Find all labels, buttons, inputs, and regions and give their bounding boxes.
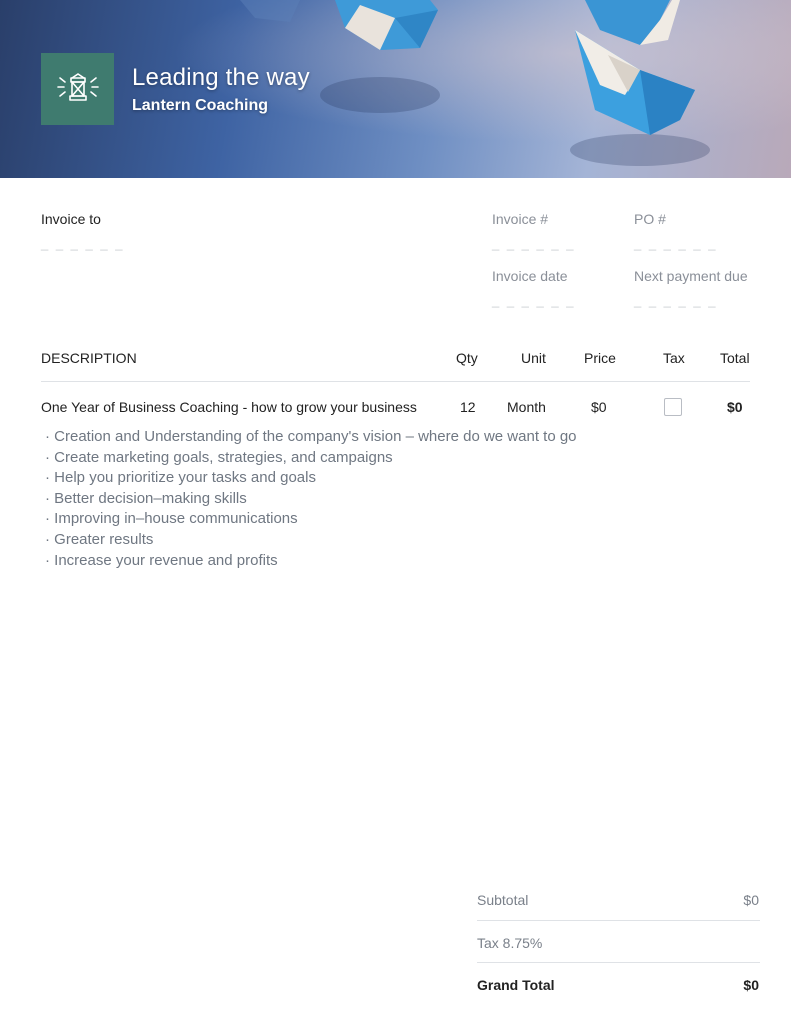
- item-unit[interactable]: Month: [507, 399, 546, 415]
- paper-boats-background: [0, 0, 791, 178]
- company-name: Lantern Coaching: [132, 97, 269, 114]
- logo: [41, 53, 114, 125]
- item-total: $0: [727, 399, 743, 415]
- tax-rate-label[interactable]: Tax 8.75%: [477, 935, 543, 951]
- table-header-divider: [41, 381, 750, 382]
- invoice-number-field[interactable]: _ _ _ _ _ _: [492, 236, 576, 251]
- subtotal-divider: [477, 920, 760, 921]
- item-description[interactable]: One Year of Business Coaching - how to grow your business: [41, 399, 417, 415]
- list-item: · Greater results: [45, 530, 577, 551]
- list-item: · Create marketing goals, strategies, and campaigns: [45, 448, 577, 469]
- lighthouse-icon: [55, 72, 101, 106]
- list-item: · Improving in–house communications: [45, 509, 577, 530]
- column-header-qty: Qty: [456, 350, 478, 366]
- next-payment-due-field[interactable]: _ _ _ _ _ _: [634, 293, 718, 308]
- item-qty[interactable]: 12: [460, 399, 476, 415]
- column-header-price: Price: [584, 350, 616, 366]
- column-header-unit: Unit: [521, 350, 546, 366]
- subtotal-value: $0: [743, 892, 759, 908]
- column-header-tax: Tax: [663, 350, 685, 366]
- invoice-date-field[interactable]: _ _ _ _ _ _: [492, 293, 576, 308]
- grand-total-label: Grand Total: [477, 977, 555, 993]
- header-banner: [0, 0, 791, 178]
- invoice-to-label: Invoice to: [41, 211, 101, 227]
- item-details-list[interactable]: [45, 427, 577, 571]
- po-number-label: PO #: [634, 211, 666, 227]
- list-item: · Creation and Understanding of the company's vision – where do we want to go: [45, 427, 577, 448]
- tax-divider: [477, 962, 760, 963]
- invoice-date-label: Invoice date: [492, 268, 568, 284]
- list-item: · Increase your revenue and profits: [45, 551, 577, 572]
- company-tagline: Leading the way: [132, 64, 310, 91]
- item-price[interactable]: $0: [591, 399, 607, 415]
- subtotal-label: Subtotal: [477, 892, 529, 908]
- next-payment-due-label: Next payment due: [634, 268, 748, 284]
- list-item: · Better decision–making skills: [45, 489, 577, 510]
- column-header-description: DESCRIPTION: [41, 350, 137, 366]
- invoice-number-label: Invoice #: [492, 211, 549, 227]
- grand-total-value: $0: [743, 977, 759, 993]
- list-item: · Help you prioritize your tasks and goals: [45, 468, 577, 489]
- invoice-to-field[interactable]: _ _ _ _ _ _: [41, 236, 125, 251]
- po-number-field[interactable]: _ _ _ _ _ _: [634, 236, 718, 251]
- item-tax-checkbox[interactable]: [664, 398, 682, 416]
- column-header-total: Total: [720, 350, 750, 366]
